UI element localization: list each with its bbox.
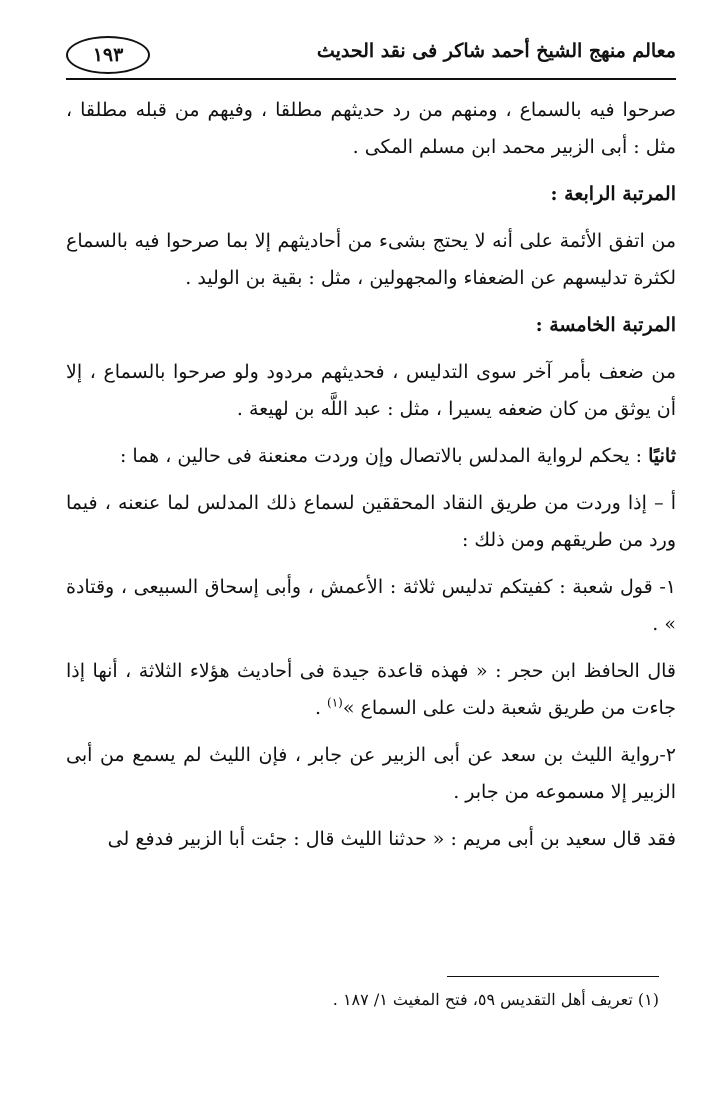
quote-text: قال الحافظ ابن حجر : « فهذه قاعدة جيدة فى أحاديث هؤلاء الثلاثة ، أنها إذا جاءت من طريق شعبة دلت على السماع » — [66, 660, 676, 719]
page-header — [66, 28, 676, 84]
footnote: (١) تعريف أهل التقديس ٥٩، فتح المغيث ١/ ١٨٧ . — [332, 990, 659, 1009]
paragraph-item-2: ٢-رواية الليث بن سعد عن أبى الزبير عن جابر ، فإن الليث لم يسمع من أبى الزبير إلا مسموعه من جابر . — [66, 744, 676, 803]
paragraph-continuation: صرحوا فيه بالسماع ، ومنهم من رد حديثهم مطلقا ، وفيهم من قبله مطلقا ، مثل : أبى الزبير محمد ابن مسلم المكى . — [66, 99, 676, 158]
paragraph-secondly — [66, 438, 676, 475]
paragraph-fourth-rank: من اتفق الأئمة على أنه لا يحتج بشىء من أحاديثهم إلا بما صرحوا فيه بالسماع لكثرة تدليسهم عن الضعفاء والمجهولين ، مثل : بقية بن الوليد . — [66, 230, 676, 289]
quote-end: . — [314, 697, 328, 719]
secondly-label: ثانيًا — [648, 445, 676, 467]
paragraph-case-a: أ – إذا وردت من طريق النقاد المحققين لسماع ذلك المدلس لما عنعنه ، فيما ورد من طريقهم ومن ذلك : — [66, 492, 676, 551]
heading-fifth-rank: المرتبة الخامسة : — [535, 314, 676, 336]
footnote-reference: (١) — [327, 695, 343, 710]
paragraph-fifth-rank: من ضعف بأمر آخر سوى التدليس ، فحديثهم مردود ولو صرحوا بالسماع ، إلا أن يوثق من كان ضعفه يسيرا ، مثل : عبد اللَّه بن لهيعة . — [66, 361, 676, 420]
footnote-rule — [447, 976, 659, 977]
paragraph-said-quote: فقد قال سعيد بن أبى مريم : « حدثنا الليث قال : جئت أبا الزبير فدفع لى — [107, 828, 676, 850]
running-title: معالم منهج الشيخ أحمد شاكر فى نقد الحديث — [316, 40, 676, 62]
page-number: ١٩٣ — [66, 36, 150, 74]
body-text — [66, 92, 676, 868]
header-rule — [66, 78, 676, 80]
paragraph-item-1: ١- قول شعبة : كفيتكم تدليس ثلاثة : الأعمش ، وأبى إسحاق السبيعى ، وقتادة » . — [66, 576, 676, 635]
heading-fourth-rank: المرتبة الرابعة : — [550, 183, 676, 205]
paragraph-ibn-hajar-quote — [66, 653, 676, 727]
secondly-text: : يحكم لرواية المدلس بالاتصال وإن وردت معنعنة فى حالين ، هما : — [119, 445, 649, 467]
